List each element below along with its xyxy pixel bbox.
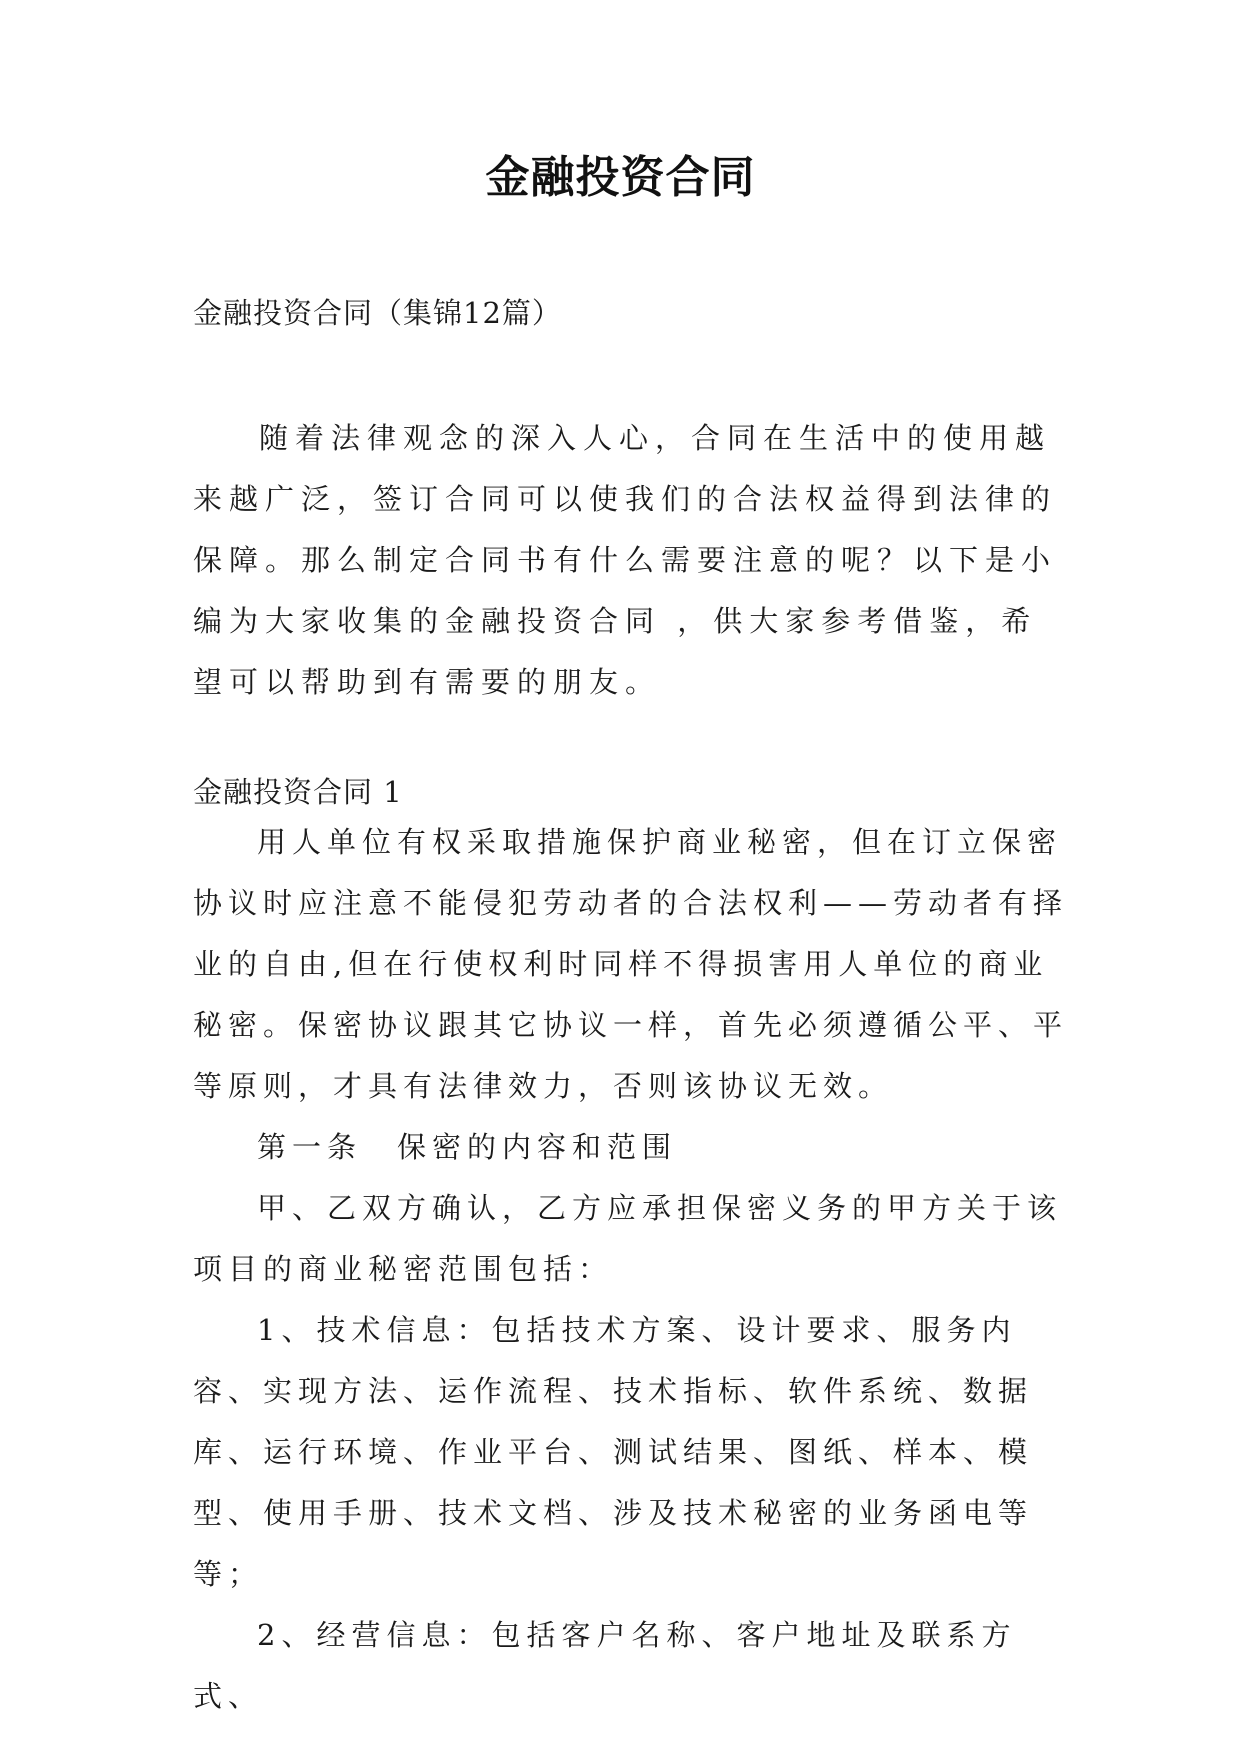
body-paragraph: 用人单位有权采取措施保护商业秘密，但在订立保密协议时应注意不能侵犯劳动者的合法权利——劳动者有择业的自由,但在行使权利时同样不得损害用人单位的商业秘密。保密协议跟其它协议一样，首先必须遵循公平、平等原则，才具有法律效力，否则该协议无效。	[193, 825, 1069, 1103]
list-item: 1、技术信息：包括技术方案、设计要求、服务内容、实现方法、运作流程、技术指标、软件系统、数据库、运行环境、作业平台、测试结果、图纸、样本、模型、使用手册、技术文档、涉及技术秘密的业务函电等等；	[193, 1313, 1034, 1591]
document-subtitle: 金融投资合同（集锦12篇）	[193, 296, 562, 330]
list-item: 2、经营信息：包括客户名称、客户地址及联系方式、	[193, 1618, 1017, 1713]
section-heading: 金融投资合同 1	[193, 775, 403, 809]
section-body	[193, 812, 1073, 1727]
document-title: 金融投资合同	[485, 152, 756, 203]
article-heading: 第一条 保密的内容和范围	[257, 1130, 678, 1164]
body-paragraph: 甲、乙双方确认，乙方应承担保密义务的甲方关于该项目的商业秘密范围包括：	[193, 1191, 1063, 1286]
intro-paragraph: 随着法律观念的深入人心，合同在生活中的使用越来越广泛，签订合同可以使我们的合法权益得到法律的保障。那么制定合同书有什么需要注意的呢？以下是小编为大家收集的金融投资合同 ，供大家参考借鉴，希望可以帮助到有需要的朋友。	[193, 421, 1058, 699]
